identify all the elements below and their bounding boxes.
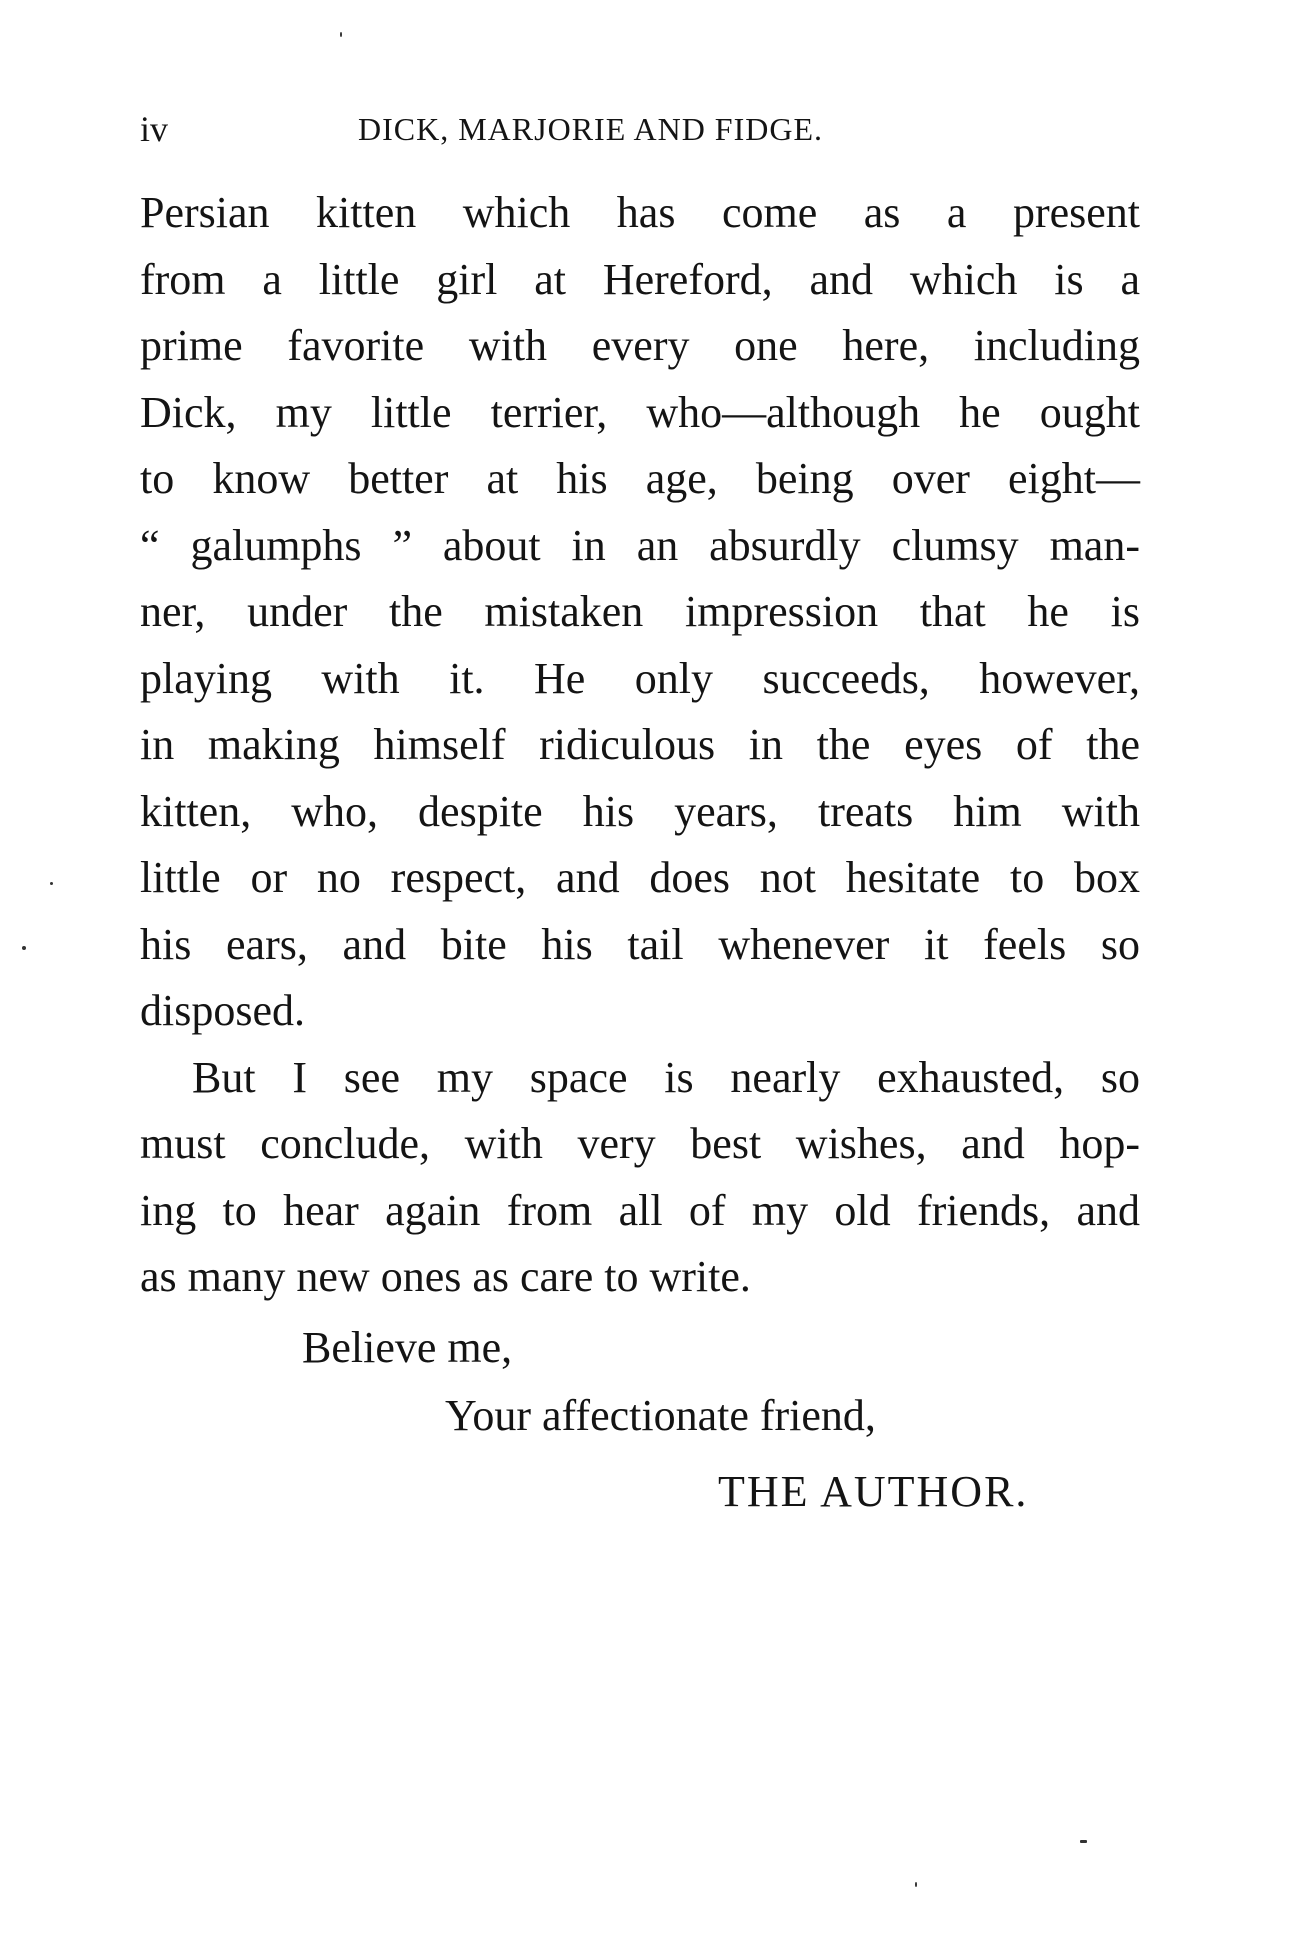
closing-valediction: Your affectionate friend, (445, 1391, 876, 1440)
text-line: disposed. (140, 986, 305, 1035)
print-speck (915, 1882, 917, 1887)
text-line: prime favorite with every one here, including (140, 321, 1140, 370)
text-line: playing with it. He only succeeds, however, (140, 653, 1140, 703)
closing-salutation: Believe me, (302, 1323, 513, 1372)
text-line: ner, under the mistaken impression that he is (140, 587, 1140, 636)
print-speck (1080, 1840, 1087, 1843)
running-title: DICK, MARJORIE AND FIDGE. (358, 111, 824, 147)
text-line: ing to hear again from all of my old friends, and (140, 1185, 1140, 1235)
print-speck (50, 882, 53, 885)
text-line: his ears, and bite his tail whenever it feels so (140, 919, 1140, 969)
text-line: Dick, my little terrier, who—although he ought (140, 387, 1140, 437)
paragraph (140, 1045, 1140, 1311)
text-line: must conclude, with very best wishes, and hop- (140, 1119, 1140, 1168)
print-speck (340, 32, 342, 37)
text-line: as many new ones as care to write. (140, 1252, 751, 1301)
paragraph (140, 180, 1140, 1045)
text-line: from a little girl at Hereford, and which is a (140, 254, 1140, 304)
author-signature: THE AUTHOR. (718, 1467, 1029, 1516)
body-text (140, 180, 1140, 1311)
text-line: kitten, who, despite his years, treats him with (140, 786, 1140, 836)
text-line: Persian kitten which has come as a present (140, 188, 1140, 237)
text-line: in making himself ridiculous in the eyes of the (140, 720, 1140, 769)
text-line: “ galumphs ” about in an absurdly clumsy man- (140, 520, 1140, 570)
text-line: little or no respect, and does not hesitate to box (140, 853, 1140, 902)
text-line: But I see my space is nearly exhausted, so (192, 1052, 1140, 1102)
page-number: iv (140, 109, 169, 149)
print-speck (22, 946, 26, 950)
running-head (140, 104, 1140, 154)
text-line: to know better at his age, being over eight— (140, 454, 1140, 503)
